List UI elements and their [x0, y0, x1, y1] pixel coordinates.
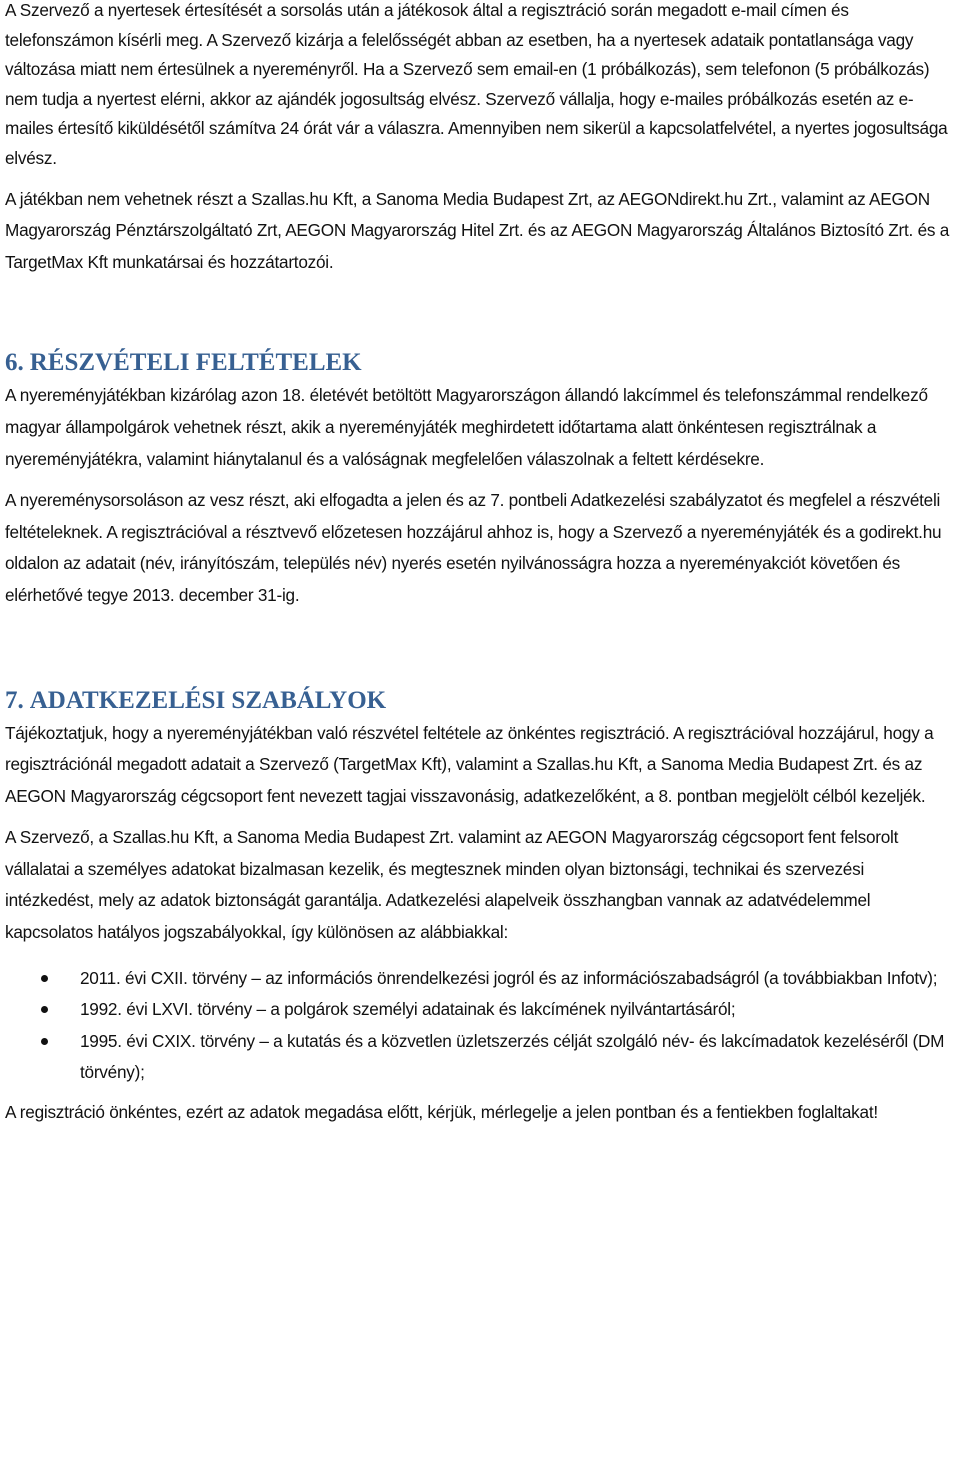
section-7-heading: [5, 684, 956, 718]
bullet-icon: [41, 1038, 48, 1045]
section-6-number: 6.: [5, 349, 24, 377]
list-item: [5, 963, 956, 995]
section-6-heading: [5, 346, 956, 380]
voluntary-registration-paragraph: A regisztráció önkéntes, ezért az adatok megadása előtt, kérjük, mérlegelje a jelen pontban és a fentiekben foglaltakat!: [5, 1102, 878, 1123]
section-7-title: ADATKEZELÉSI SZABÁLYOK: [29, 686, 387, 714]
exclusion-paragraph: A játékban nem vehetnek részt a Szallas.hu Kft, a Sanoma Media Budapest Zrt, az AEGONdirekt.hu Zrt., valamint az AEGON Magyarország Pénztárszolgáltató Zrt, AEGON Magyarország Hitel Zrt. és az AEGON Magyarország Általános Biztosító Zrt. és a TargetMax Kft munkatársai és hozzátartozói.: [5, 188, 950, 272]
registration-consent-paragraph: Tájékoztatjuk, hogy a nyereményjátékban való részvétel feltétele az önkéntes regisztráció. A regisztrációval hozzájárul, hogy a regisztrációnál megadott adatait a Szervező (TargetMax Kft), valamint a Szallas.hu Kft, a Sanoma Media Budapest Zrt. és az AEGON Magyarország cégcsoport fent nevezett tagjai visszavonásig, adatkezelőként, a 8. pontban megjelölt célból kezeljék.: [5, 722, 934, 806]
section-7-number: 7.: [5, 686, 24, 714]
list-item: [5, 1026, 956, 1089]
law-list: [5, 963, 956, 1089]
list-item: [5, 994, 956, 1026]
list-item-text: 1995. évi CXIX. törvény – a kutatás és a közvetlen üzletszerzés célját szolgáló név- és lakcímadatok kezeléséről (DM törvény);: [80, 1030, 945, 1083]
bullet-icon: [41, 1006, 48, 1013]
list-item-text: 2011. évi CXII. törvény – az információs önrendelkezési jogról és az információszabadságról (a továbbiakban Infotv);: [80, 967, 938, 988]
list-item-text: 1992. évi LXVI. törvény – a polgárok személyi adatainak és lakcímének nyilvántartásáról;: [80, 999, 736, 1020]
bullet-icon: [41, 975, 48, 982]
eligibility-paragraph: A nyereményjátékban kizárólag azon 18. életévét betöltött Magyarországon állandó lakcímmel és telefonszámmal rendelkező magyar állampolgárok vehetnek részt, akik a nyereményjáték meghirdetett időtartama alatt önkéntesen regisztrálnak a nyereményjátékra, valamint hiánytalanul és a valóságnak megfelelően válaszolnak a feltett kérdésekre.: [5, 385, 928, 469]
section-6-title: RÉSZVÉTELI FELTÉTELEK: [29, 349, 362, 377]
draw-participation-paragraph: A nyereménysorsoláson az vesz részt, aki elfogadta a jelen és az 7. pontbeli Adatkezelési szabályzatot és megfelel a részvételi feltételeknek. A regisztrációval a résztvevő előzetesen hozzájárul ahhoz is, hogy a Szervező a nyereményjáték és a godirekt.hu oldalon az adatait (név, irányítószám, település név) nyerés esetén nyilvánosságra hozza a nyereményakciót követően és elérhetővé tegye 2013. december 31-ig.: [5, 490, 942, 605]
data-security-paragraph: A Szervező, a Szallas.hu Kft, a Sanoma Media Budapest Zrt. valamint az AEGON Magyarország cégcsoport fent felsorolt vállalatai a személyes adatokat bizalmasan kezelik, és megtesznek minden olyan biztonsági, technikai és szervezési intézkedést, mely az adatok biztonságát garantálja. Adatkezelési alapelveik összhangban vannak az adatvédelemmel kapcsolatos hatályos jogszabályokkal, így különösen az alábbiakkal:: [5, 827, 899, 943]
notification-paragraph: A Szervező a nyertesek értesítését a sorsolás után a játékosok által a regisztráció során megadott e-mail címen és telefonszámon kísérli meg. A Szervező kizárja a felelősségét abban az esetben, ha a nyertesek adataik pontatlansága vagy változása miatt nem értesülnek a nyereményről. Ha a Szervező sem email-en (1 próbálkozás), sem telefonon (5 próbálkozás) nem tudja a nyertest elérni, akkor az ajándék jogosultság elvész. Szervező vállalja, hogy e-mailes próbálkozás esetén az e-mailes értesítő kiküldésétől számítva 24 órát vár a válaszra. Amennyiben nem sikerül a kapcsolatfelvétel, a nyertes jogosultsága elvész.: [5, 0, 948, 168]
